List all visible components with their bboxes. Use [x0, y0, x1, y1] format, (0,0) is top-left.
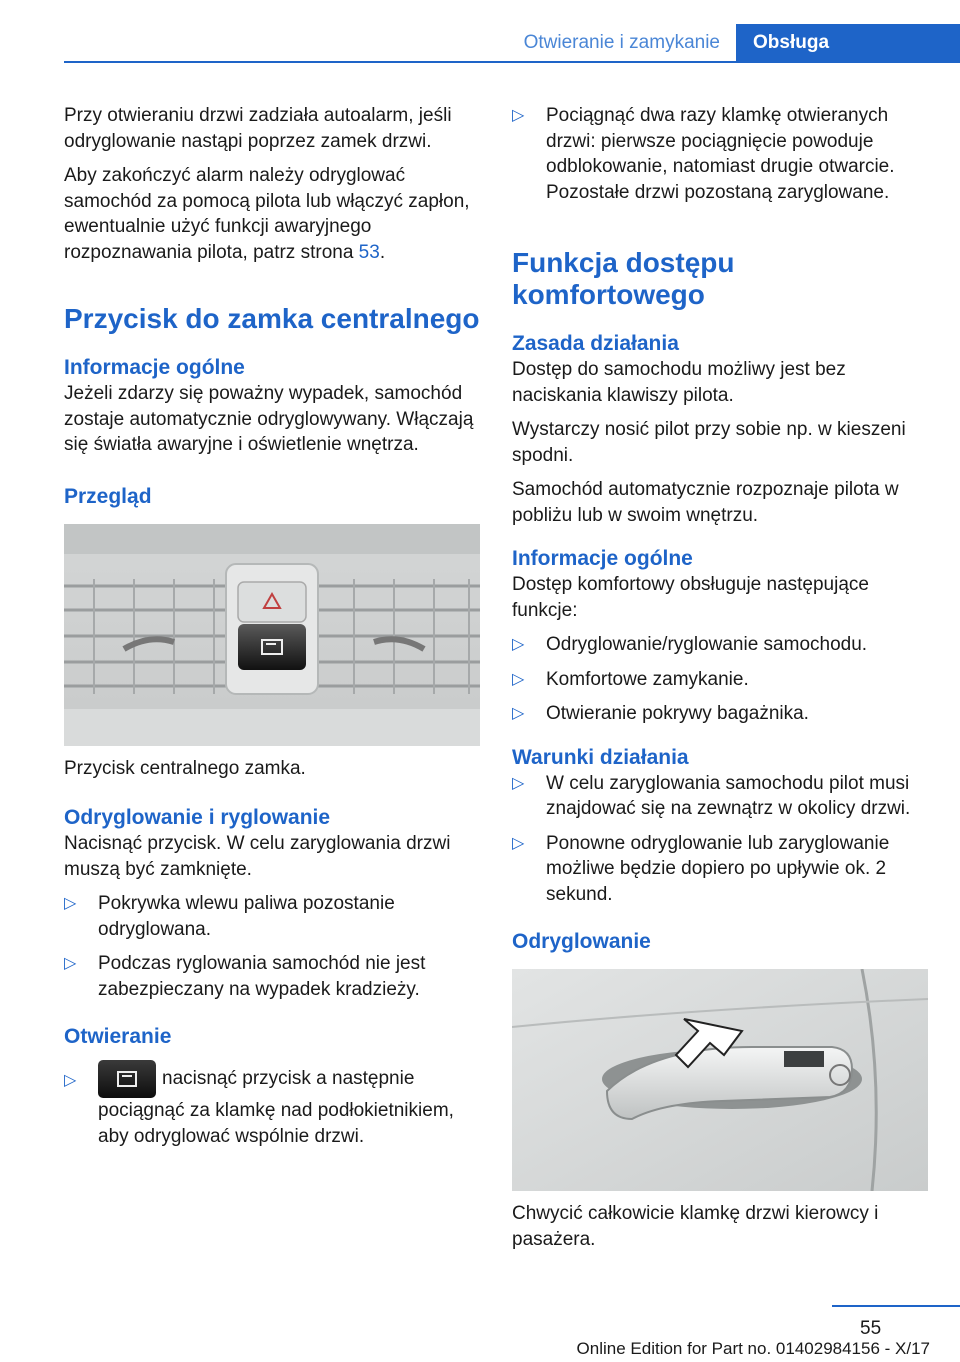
subheading-info: Informacje ogólne: [512, 547, 693, 570]
list-item: ▷ Podczas ryglowania samochód nie jest zabezpieczany na wypadek kradzieży.: [64, 953, 426, 1000]
left-column: [64, 103, 482, 1158]
subheading-overview: Przegląd: [64, 484, 152, 508]
page-number: 55: [860, 1318, 882, 1339]
bullet-icon: ▷: [64, 895, 77, 912]
subheading-opening: Otwieranie: [64, 1025, 172, 1048]
list-item: ▷ Komfortowe zamykanie.: [512, 667, 930, 693]
list: [512, 771, 930, 908]
subheading-unlock-lock: Odryglowanie i ryglowanie: [64, 806, 331, 829]
subheading-principle: Zasada działania: [512, 332, 679, 355]
header-rule: [64, 61, 960, 63]
list-item: ▷ Pokrywka wlewu paliwa pozostanie odryglowana.: [64, 893, 395, 940]
footer-rule: [832, 1305, 960, 1307]
paragraph: Jeżeli zdarzy się poważny wypadek, samochód zostaje automatycznie odryglowywany. Włączają się światła awaryjne i oświetlenie wnętrza.: [64, 383, 474, 455]
paragraph: Dostęp do samochodu możliwy jest bez naciskania klawiszy pilota.: [512, 359, 846, 406]
central-lock-button-image: [64, 524, 480, 746]
list-item: ▷ Otwieranie pokrywy bagażnika.: [512, 701, 930, 727]
list: [512, 103, 930, 205]
bullet-icon: ▷: [512, 774, 525, 792]
door-handle-image: [512, 969, 928, 1191]
subheading-conditions: Warunki działania: [512, 745, 689, 769]
edition-footer: Online Edition for Part no. 01402984156 - X/17: [576, 1339, 930, 1358]
list-item: ▷ Odryglowanie/ryglowanie samochodu.: [512, 632, 930, 658]
bullet-icon: ▷: [512, 670, 525, 688]
subheading-info: Informacje ogólne: [64, 356, 245, 379]
list-item: ▷ Ponowne odryglowanie lub zaryglowanie możliwe będzie dopiero po upływie ok. 2 sekund.: [512, 832, 890, 905]
subheading-unlocking: Odryglowanie: [512, 930, 651, 953]
right-column: [512, 103, 930, 1261]
list-item: ▷ W celu zaryglowania samochodu pilot musi znajdować się na zewnątrz w okolicy drzwi.: [512, 772, 911, 819]
list-item: ▷ nacisnąć przycisk a następnie pociągnąć za klamkę nad podłokietnikiem, aby odryglować wspólnie drzwi.: [64, 1060, 482, 1149]
paragraph: Przy otwieraniu drzwi zadziała autoalarm, jeśli odryglowanie nastąpi poprzez zamek drzwi.: [64, 105, 452, 152]
paragraph: Samochód automatycznie rozpoznaje pilota w pobliżu lub w swoim wnętrzu.: [512, 479, 899, 526]
bullet-icon: ▷: [64, 955, 77, 972]
header-section-title: Otwieranie i zamykanie: [523, 32, 720, 53]
paragraph: Wystarczy nosić pilot przy sobie np. w kieszeni spodni.: [512, 419, 906, 466]
header-tab[interactable]: Obsługa: [736, 24, 960, 61]
bullet-icon: ▷: [512, 834, 525, 852]
paragraph: Aby zakończyć alarm należy odryglować samochód za pomocą pilota lub włączyć zapłon, ewentualnie użyć funkcji awaryjnego rozpoznawania pilota, patrz strona 53.: [64, 165, 470, 263]
bullet-icon: ▷: [64, 1072, 77, 1089]
paragraph: Nacisnąć przycisk. W celu zaryglowania drzwi muszą być zamknięte.: [64, 833, 451, 880]
page-link[interactable]: 53: [358, 241, 380, 263]
central-lock-button-icon: [98, 1060, 156, 1098]
bullet-icon: ▷: [512, 636, 525, 653]
list-item: ▷ Pociągnąć dwa razy klamkę otwieranych drzwi: pierwsze pociągnięcie powoduje odblokowanie, natomiast drugie otwarcie. Pozostałe drzwi pozostaną zaryglowane.: [512, 105, 895, 203]
bullet-icon: ▷: [512, 107, 525, 124]
list: [64, 891, 482, 1002]
heading-central-lock: Przycisk do zamka centralnego: [64, 303, 480, 334]
bullet-icon: ▷: [512, 705, 525, 722]
figure-caption: Przycisk centralnego zamka.: [64, 757, 306, 779]
figure-caption: Chwycić całkowicie klamkę drzwi kierowcy i pasażera.: [512, 1203, 879, 1250]
list: [64, 1060, 482, 1149]
heading-comfort-access: Funkcja dostępu komfortowego: [512, 247, 735, 310]
list: [512, 632, 930, 727]
paragraph: Dostęp komfortowy obsługuje następujące funkcje:: [512, 574, 869, 621]
